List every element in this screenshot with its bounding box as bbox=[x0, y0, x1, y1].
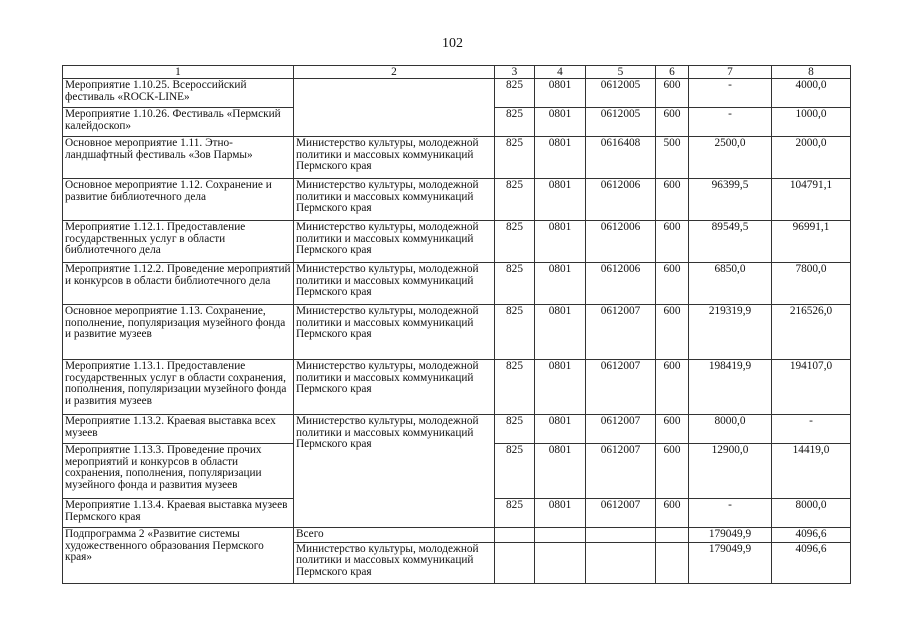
column-header: 6 bbox=[656, 66, 689, 79]
table-row bbox=[63, 415, 851, 444]
cell-amount-8: 14419,0 bbox=[772, 444, 851, 499]
cell-code-5: 0616408 bbox=[586, 137, 656, 179]
table-row bbox=[63, 79, 851, 108]
cell-code-5: 0612007 bbox=[586, 360, 656, 415]
column-header: 3 bbox=[495, 66, 535, 79]
cell-code-4: 0801 bbox=[535, 221, 586, 263]
column-header: 4 bbox=[535, 66, 586, 79]
cell-amount-7: 179049,9 bbox=[689, 528, 772, 543]
cell-code-6: 600 bbox=[656, 499, 689, 528]
table-row bbox=[63, 360, 851, 415]
cell-amount-7: 179049,9 bbox=[689, 542, 772, 583]
responsible-body: Министерство культуры, молодежной политики и массовых коммуникаций Пермского края bbox=[294, 305, 495, 360]
responsible-body: Министерство культуры, молодежной политики и массовых коммуникаций Пермского края bbox=[294, 137, 495, 179]
activity-name: Основное мероприятие 1.12. Сохранение и развитие библиотечного дела bbox=[63, 179, 294, 221]
cell-amount-8: 104791,1 bbox=[772, 179, 851, 221]
cell-code-6: 600 bbox=[656, 415, 689, 444]
empty-cell bbox=[656, 542, 689, 583]
cell-amount-8: 216526,0 bbox=[772, 305, 851, 360]
cell-code-4: 0801 bbox=[535, 179, 586, 221]
cell-code-5: 0612006 bbox=[586, 221, 656, 263]
cell-code-4: 0801 bbox=[535, 360, 586, 415]
empty-cell bbox=[586, 528, 656, 543]
cell-amount-7: 2500,0 bbox=[689, 137, 772, 179]
cell-amount-7: 198419,9 bbox=[689, 360, 772, 415]
empty-cell bbox=[586, 542, 656, 583]
activity-name: Мероприятие 1.12.2. Проведение мероприятий и конкурсов в области библиотечного дела bbox=[63, 263, 294, 305]
cell-code-5: 0612006 bbox=[586, 179, 656, 221]
cell-code-6: 500 bbox=[656, 137, 689, 179]
cell-code-3: 825 bbox=[495, 415, 535, 444]
cell-code-5: 0612007 bbox=[586, 415, 656, 444]
cell-code-4: 0801 bbox=[535, 263, 586, 305]
cell-amount-7: - bbox=[689, 499, 772, 528]
cell-code-4: 0801 bbox=[535, 499, 586, 528]
cell-code-3: 825 bbox=[495, 444, 535, 499]
cell-code-3: 825 bbox=[495, 499, 535, 528]
cell-code-3: 825 bbox=[495, 221, 535, 263]
column-header: 1 bbox=[63, 66, 294, 79]
table-row bbox=[63, 179, 851, 221]
cell-amount-8: 7800,0 bbox=[772, 263, 851, 305]
cell-code-6: 600 bbox=[656, 179, 689, 221]
table-row bbox=[63, 263, 851, 305]
table-header-row bbox=[63, 66, 851, 79]
cell-amount-7: - bbox=[689, 79, 772, 108]
empty-cell bbox=[495, 542, 535, 583]
cell-code-3: 825 bbox=[495, 179, 535, 221]
activity-name: Мероприятие 1.12.1. Предоставление государственных услуг в области библиотечного дела bbox=[63, 221, 294, 263]
cell-amount-7: 96399,5 bbox=[689, 179, 772, 221]
table-row-subprogram-total bbox=[63, 528, 851, 543]
activity-name: Основное мероприятие 1.13. Сохранение, пополнение, популяризация музейного фонда и развитие музеев bbox=[63, 305, 294, 360]
cell-amount-7: 219319,9 bbox=[689, 305, 772, 360]
page-number: 102 bbox=[442, 36, 463, 51]
total-label: Всего bbox=[294, 528, 495, 543]
cell-code-5: 0612007 bbox=[586, 444, 656, 499]
column-header: 8 bbox=[772, 66, 851, 79]
responsible-body: Министерство культуры, молодежной политики и массовых коммуникаций Пермского края bbox=[294, 415, 495, 528]
cell-amount-7: 89549,5 bbox=[689, 221, 772, 263]
cell-code-4: 0801 bbox=[535, 79, 586, 108]
activity-name: Мероприятие 1.13.1. Предоставление государственных услуг в области сохранения, пополнения, популяризации музейного фонда и развития музеев bbox=[63, 360, 294, 415]
cell-amount-8: 4096,6 bbox=[772, 528, 851, 543]
cell-code-5: 0612005 bbox=[586, 108, 656, 137]
column-header: 7 bbox=[689, 66, 772, 79]
cell-code-6: 600 bbox=[656, 360, 689, 415]
cell-code-3: 825 bbox=[495, 360, 535, 415]
cell-code-4: 0801 bbox=[535, 444, 586, 499]
activity-name: Мероприятие 1.10.26. Фестиваль «Пермский калейдоскоп» bbox=[63, 108, 294, 137]
column-header: 2 bbox=[294, 66, 495, 79]
subprogram-name: Подпрограмма 2 «Развитие системы художественного образования Пермского края» bbox=[63, 528, 294, 584]
cell-code-4: 0801 bbox=[535, 137, 586, 179]
responsible-body: Министерство культуры, молодежной политики и массовых коммуникаций Пермского края bbox=[294, 221, 495, 263]
cell-code-4: 0801 bbox=[535, 305, 586, 360]
cell-code-6: 600 bbox=[656, 221, 689, 263]
cell-code-3: 825 bbox=[495, 137, 535, 179]
responsible-body: Министерство культуры, молодежной политики и массовых коммуникаций Пермского края bbox=[294, 360, 495, 415]
cell-code-6: 600 bbox=[656, 305, 689, 360]
cell-amount-8: 8000,0 bbox=[772, 499, 851, 528]
activity-name: Мероприятие 1.10.25. Всероссийский фестиваль «ROCK-LINE» bbox=[63, 79, 294, 108]
cell-code-3: 825 bbox=[495, 263, 535, 305]
table-row bbox=[63, 221, 851, 263]
cell-code-5: 0612006 bbox=[586, 263, 656, 305]
cell-amount-8: - bbox=[772, 415, 851, 444]
empty-cell bbox=[656, 528, 689, 543]
cell-amount-7: 12900,0 bbox=[689, 444, 772, 499]
cell-amount-8: 96991,1 bbox=[772, 221, 851, 263]
activity-name: Основное мероприятие 1.11. Этно-ландшафтный фестиваль «Зов Пармы» bbox=[63, 137, 294, 179]
responsible-body: Министерство культуры, молодежной политики и массовых коммуникаций Пермского края bbox=[294, 179, 495, 221]
cell-amount-7: - bbox=[689, 108, 772, 137]
empty-cell bbox=[535, 528, 586, 543]
cell-amount-8: 2000,0 bbox=[772, 137, 851, 179]
cell-amount-8: 4000,0 bbox=[772, 79, 851, 108]
cell-code-4: 0801 bbox=[535, 108, 586, 137]
cell-amount-8: 194107,0 bbox=[772, 360, 851, 415]
cell-code-3: 825 bbox=[495, 108, 535, 137]
table-row bbox=[63, 305, 851, 360]
responsible-body: Министерство культуры, молодежной политики и массовых коммуникаций Пермского края bbox=[294, 263, 495, 305]
cell-code-5: 0612007 bbox=[586, 305, 656, 360]
cell-code-6: 600 bbox=[656, 444, 689, 499]
activity-name: Мероприятие 1.13.4. Краевая выставка музеев Пермского края bbox=[63, 499, 294, 528]
cell-code-4: 0801 bbox=[535, 415, 586, 444]
responsible-cell-empty bbox=[294, 79, 495, 137]
cell-code-5: 0612007 bbox=[586, 499, 656, 528]
cell-code-6: 600 bbox=[656, 79, 689, 108]
cell-amount-8: 4096,6 bbox=[772, 542, 851, 583]
cell-code-6: 600 bbox=[656, 263, 689, 305]
cell-code-3: 825 bbox=[495, 79, 535, 108]
cell-amount-8: 1000,0 bbox=[772, 108, 851, 137]
responsible-body: Министерство культуры, молодежной политики и массовых коммуникаций Пермского края bbox=[294, 542, 495, 583]
activity-name: Мероприятие 1.13.3. Проведение прочих мероприятий и конкурсов в области сохранения, пополнения, популяризации музейного фонда и развития музеев bbox=[63, 444, 294, 499]
cell-amount-7: 8000,0 bbox=[689, 415, 772, 444]
table-row bbox=[63, 137, 851, 179]
empty-cell bbox=[495, 528, 535, 543]
cell-code-3: 825 bbox=[495, 305, 535, 360]
empty-cell bbox=[535, 542, 586, 583]
cell-code-6: 600 bbox=[656, 108, 689, 137]
cell-code-5: 0612005 bbox=[586, 79, 656, 108]
column-header: 5 bbox=[586, 66, 656, 79]
cell-amount-7: 6850,0 bbox=[689, 263, 772, 305]
activity-name: Мероприятие 1.13.2. Краевая выставка всех музеев bbox=[63, 415, 294, 444]
budget-table bbox=[62, 65, 851, 584]
